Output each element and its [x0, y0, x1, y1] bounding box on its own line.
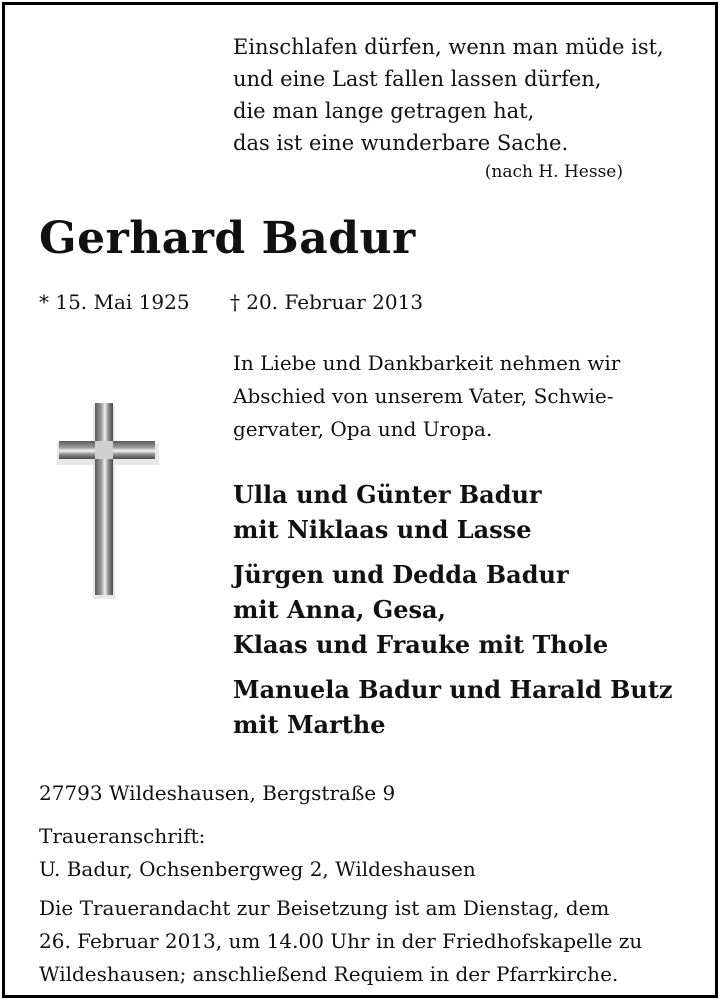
birth-date: * 15. Mai 1925 — [39, 290, 190, 314]
family-line: Manuela Badur und Harald Butz — [233, 675, 673, 704]
service-line: Die Trauerandacht zur Beisetzung ist am Dienstag, dem — [39, 896, 610, 920]
deceased-name: Gerhard Badur — [39, 213, 416, 264]
service-line: 26. Februar 2013, um 14.00 Uhr in der Friedhofskapelle zu — [39, 929, 643, 953]
quote-line: und eine Last fallen lassen dürfen, — [233, 67, 602, 91]
quote-line: das ist eine wunderbare Sache. — [233, 131, 569, 155]
contact-address: U. Badur, Ochsenbergweg 2, Wildeshausen — [39, 857, 476, 881]
family-line: mit Anna, Gesa, — [233, 595, 446, 624]
service-line: Wildeshausen; anschließend Requiem in der Pfarrkirche. — [39, 962, 619, 986]
family-line: Klaas und Frauke mit Thole — [233, 630, 609, 659]
mourning-contact — [39, 820, 699, 886]
family-line: mit Niklaas und Lasse — [233, 515, 532, 544]
family-line: Ulla und Günter Badur — [233, 480, 542, 509]
family-group — [233, 557, 713, 662]
contact-label: Traueranschrift: — [39, 824, 206, 848]
farewell-line: Abschied von unserem Vater, Schwie- — [233, 384, 614, 408]
obituary-notice — [2, 2, 718, 998]
quote-line: Einschlafen dürfen, wenn man müde ist, — [233, 35, 664, 59]
family-group — [233, 672, 713, 742]
quote-line: die man lange getragen hat, — [233, 99, 535, 123]
notice-footer — [39, 777, 699, 991]
cross-icon — [57, 403, 159, 599]
family-group — [233, 477, 713, 547]
farewell-line: In Liebe und Dankbarkeit nehmen wir — [233, 351, 621, 375]
quote-attribution: (nach H. Hesse) — [484, 162, 623, 182]
home-address: 27793 Wildeshausen, Bergstraße 9 — [39, 781, 396, 805]
service-details — [39, 892, 699, 991]
family-line: Jürgen und Dedda Badur — [233, 560, 569, 589]
farewell-text — [233, 347, 693, 446]
life-dates — [39, 290, 423, 314]
hesse-quote — [233, 31, 693, 185]
death-date: † 20. Februar 2013 — [229, 290, 424, 314]
family-line: mit Marthe — [233, 710, 386, 739]
mourners-list — [233, 477, 713, 752]
farewell-line: gervater, Opa und Uropa. — [233, 417, 493, 441]
